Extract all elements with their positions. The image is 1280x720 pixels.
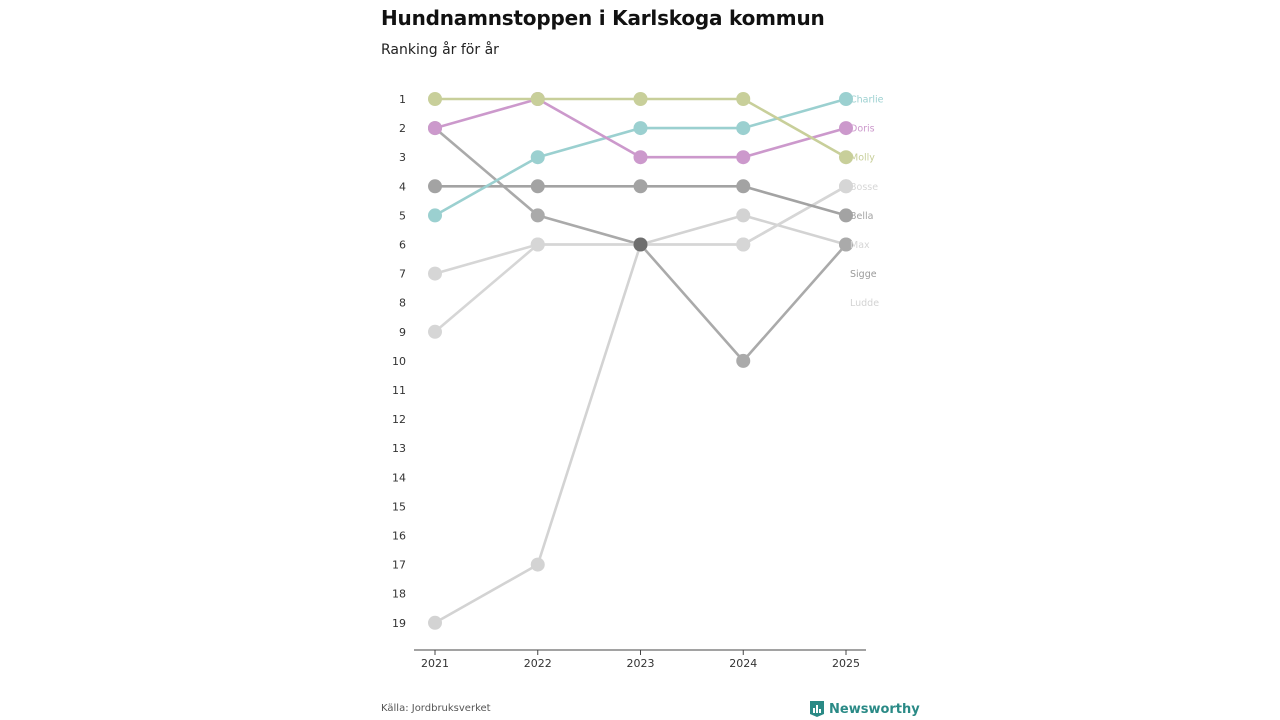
data-point-molly — [531, 92, 545, 106]
series-end-label-bella: Bella — [850, 210, 874, 222]
data-point-charlie — [634, 121, 648, 135]
x-tick-label: 2022 — [523, 657, 552, 670]
series-line-max — [435, 186, 846, 273]
y-tick-label: 7 — [399, 267, 406, 281]
data-point-bella — [736, 179, 750, 193]
y-tick-label: 3 — [399, 151, 406, 165]
data-point-molly — [634, 92, 648, 106]
chart-bars-icon — [809, 700, 825, 718]
data-point-charlie — [428, 208, 442, 222]
y-tick-label: 2 — [399, 122, 406, 136]
y-tick-label: 5 — [399, 209, 406, 223]
y-tick-label: 18 — [392, 587, 406, 601]
chart-title: Hundnamnstoppen i Karlskoga kommun — [381, 6, 825, 30]
data-point-bosse — [428, 325, 442, 339]
y-tick-label: 12 — [392, 413, 406, 427]
x-tick-label: 2021 — [421, 657, 449, 670]
data-point-sigge — [736, 354, 750, 368]
series-end-label-molly: Molly — [850, 152, 875, 164]
series-lines — [435, 99, 846, 623]
chart-subtitle: Ranking år för år — [381, 42, 499, 58]
data-point-bella — [634, 179, 648, 193]
y-tick-label: 17 — [392, 558, 406, 572]
tie-point — [634, 238, 648, 252]
data-point-molly — [428, 92, 442, 106]
x-tick-label: 2024 — [729, 657, 758, 670]
y-tick-label: 16 — [392, 529, 406, 543]
y-tick-label: 6 — [399, 238, 406, 252]
data-point-charlie — [531, 150, 545, 164]
data-point-bosse — [531, 238, 545, 252]
data-point-sigge — [531, 208, 545, 222]
x-tick-label: 2025 — [832, 657, 860, 670]
data-point-molly — [736, 92, 750, 106]
y-tick-label: 14 — [392, 471, 406, 485]
data-point-doris — [736, 150, 750, 164]
series-end-label-doris: Doris — [850, 123, 875, 135]
y-tick-label: 9 — [399, 325, 406, 339]
y-tick-label: 11 — [392, 384, 406, 397]
y-tick-label: 13 — [392, 442, 406, 456]
y-tick-label: 8 — [399, 296, 406, 310]
y-tick-label: 19 — [392, 616, 406, 630]
series-end-label-max: Max — [850, 240, 870, 251]
y-tick-label: 4 — [399, 180, 406, 194]
source-note: Källa: Jordbruksverket — [381, 703, 491, 714]
data-point-bosse — [736, 238, 750, 252]
series-points — [428, 92, 853, 630]
data-point-bella — [531, 179, 545, 193]
data-point-ludde — [428, 616, 442, 630]
series-line-bosse — [435, 186, 846, 331]
series-end-label-bosse: Bosse — [850, 181, 879, 193]
brand-name: Newsworthy — [829, 701, 920, 717]
data-point-doris — [634, 150, 648, 164]
data-point-bella — [428, 179, 442, 193]
data-point-ludde — [736, 208, 750, 222]
series-line-ludde — [435, 215, 846, 622]
series-end-label-charlie: Charlie — [850, 94, 884, 106]
brand-logo — [809, 700, 920, 718]
series-end-label-ludde: Ludde — [850, 298, 880, 310]
series-end-label-sigge: Sigge — [850, 269, 877, 281]
data-point-ludde — [531, 558, 545, 572]
data-point-max — [428, 267, 442, 281]
x-tick-label: 2023 — [626, 657, 655, 670]
y-tick-label: 1 — [399, 93, 406, 106]
y-tick-label: 15 — [392, 500, 406, 514]
data-point-doris — [428, 121, 442, 135]
data-point-charlie — [736, 121, 750, 135]
y-tick-label: 10 — [392, 354, 406, 368]
